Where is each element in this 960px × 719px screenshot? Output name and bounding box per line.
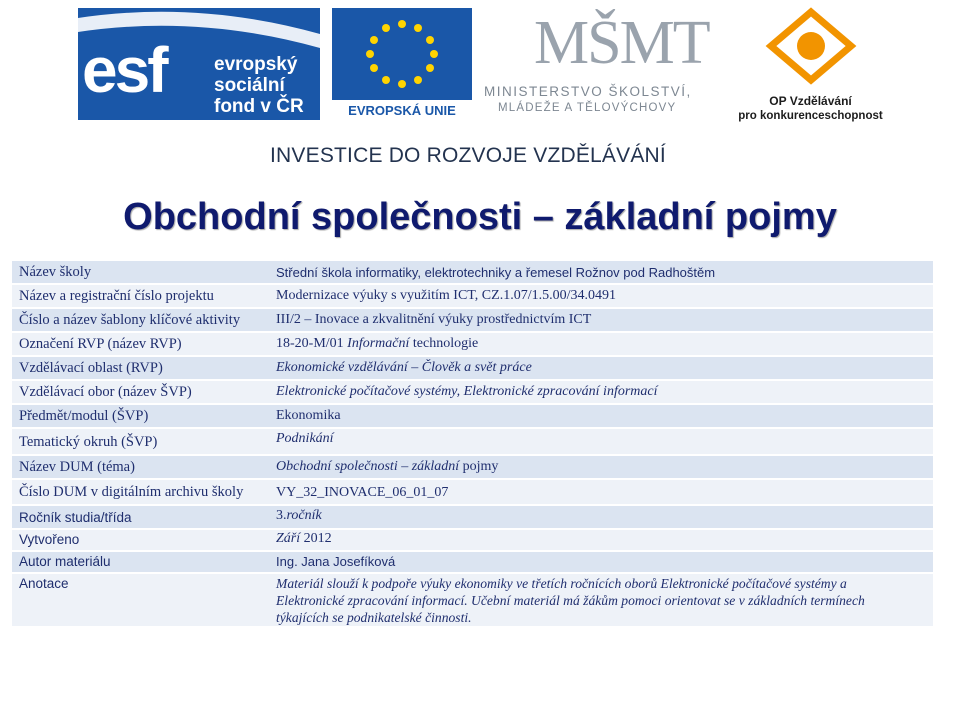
row-label-archiv: Číslo DUM v digitálním archivu školy [19, 484, 244, 500]
row-value-obor: Elektronické počítačové systémy, Elektronické zpracování informací [276, 384, 658, 399]
table-row [12, 309, 933, 331]
esf-sub-1: evropský [214, 54, 298, 75]
row-label-autor: Autor materiálu [19, 554, 111, 569]
op-emblem-icon [733, 6, 888, 86]
msmt-logo [484, 8, 720, 114]
esf-sub-3: fond v ČR [214, 96, 304, 117]
row-value-rvp-b: Informační [347, 336, 410, 351]
esf-sub-2: sociální [214, 75, 285, 96]
row-label-rvp: Označení RVP (název RVP) [19, 336, 182, 352]
eu-caption: EVROPSKÁ UNIE [332, 100, 472, 122]
row-value-predmet: Ekonomika [276, 408, 341, 423]
row-label-oblast: Vzdělávací oblast (RVP) [19, 360, 163, 376]
row-label-sablona: Číslo a název šablony klíčové aktivity [19, 312, 241, 328]
row-value-rocnik-b: ročník [286, 508, 322, 523]
row-label-skola: Název školy [19, 264, 92, 280]
row-label-projekt: Název a registrační číslo projektu [19, 288, 214, 304]
table-row [12, 381, 933, 403]
table-row [12, 429, 933, 454]
row-label-dum: Název DUM (téma) [19, 459, 135, 475]
msmt-letters: MŠMT [534, 9, 709, 77]
table-row [12, 480, 933, 504]
row-label-vytvoreno: Vytvořeno [19, 532, 80, 547]
table-row [12, 574, 933, 626]
table-row [12, 506, 933, 528]
row-value-dum [276, 459, 498, 475]
table-row [12, 285, 933, 307]
page-title: Obchodní společnosti – základní pojmy [123, 196, 837, 238]
row-label-anotace: Anotace [19, 576, 69, 591]
table-row [12, 405, 933, 427]
row-label-predmet: Předmět/modul (ŠVP) [19, 408, 149, 424]
row-value-autor: Ing. Jana Josefíková [276, 554, 396, 569]
row-label-okruh: Tematický okruh (ŠVP) [19, 434, 158, 450]
table-row [12, 333, 933, 355]
table-row [12, 552, 933, 572]
esf-logo [78, 8, 320, 120]
row-value-oblast: Ekonomické vzdělávání – Člověk a svět práce [276, 360, 532, 375]
table-row [12, 357, 933, 379]
row-label-rocnik: Ročník studia/třída [19, 510, 132, 525]
row-value-archiv: VY_32_INOVACE_06_01_07 [276, 485, 449, 500]
row-value-okruh: Podnikání [276, 431, 334, 446]
esf-stars-icon [78, 8, 320, 48]
row-value-rvp-c: technologie [409, 336, 479, 351]
row-value-vytvoreno-a: Září [276, 531, 301, 546]
row-value-rocnik [276, 508, 322, 524]
msmt-sub-2: MLÁDEŽE A TĚLOVÝCHOVY [498, 102, 677, 114]
esf-wordmark: esf [82, 34, 166, 106]
row-value-anotace: Materiál slouží k podpoře výuky ekonomiky ve třetích ročnících oborů Elektronické počítačové systémy a Elektronické zpracování informací. Učební materiál má žákům pomoci orientovat se v základních termínech týkajících se podnikatelské činnosti. [276, 576, 865, 625]
row-value-vytvoreno-b: 2012 [300, 531, 332, 546]
row-label-obor: Vzdělávací obor (název ŠVP) [19, 384, 192, 400]
row-value-dum-b: pojmy [459, 459, 499, 474]
investice-slogan: INVESTICE DO ROZVOJE VZDĚLÁVÁNÍ [270, 144, 666, 167]
table-row [12, 530, 933, 550]
op-line-2: pro konkurenceschopnost [738, 110, 883, 122]
table-row [12, 456, 933, 478]
row-value-skola: Střední škola informatiky, elektrotechniky a řemesel Rožnov pod Radhoštěm [276, 265, 716, 280]
row-value-vytvoreno [276, 531, 332, 547]
op-line-1: OP Vzdělávání [769, 94, 852, 108]
op-logo [733, 6, 888, 124]
table-row [12, 261, 933, 283]
row-value-sablona: III/2 – Inovace a zkvalitnění výuky prostřednictvím ICT [276, 312, 592, 327]
row-value-dum-a: Obchodní společnosti – základní [276, 459, 460, 474]
row-value-projekt: Modernizace výuky s využitím ICT, CZ.1.07/1.5.00/34.0491 [276, 288, 616, 303]
row-value-rvp-a: 18-20-M/01 [276, 336, 348, 351]
row-value-rvp [276, 336, 478, 352]
msmt-sub-1: MINISTERSTVO ŠKOLSTVÍ, [484, 84, 692, 99]
row-value-rocnik-a: 3. [276, 508, 287, 523]
